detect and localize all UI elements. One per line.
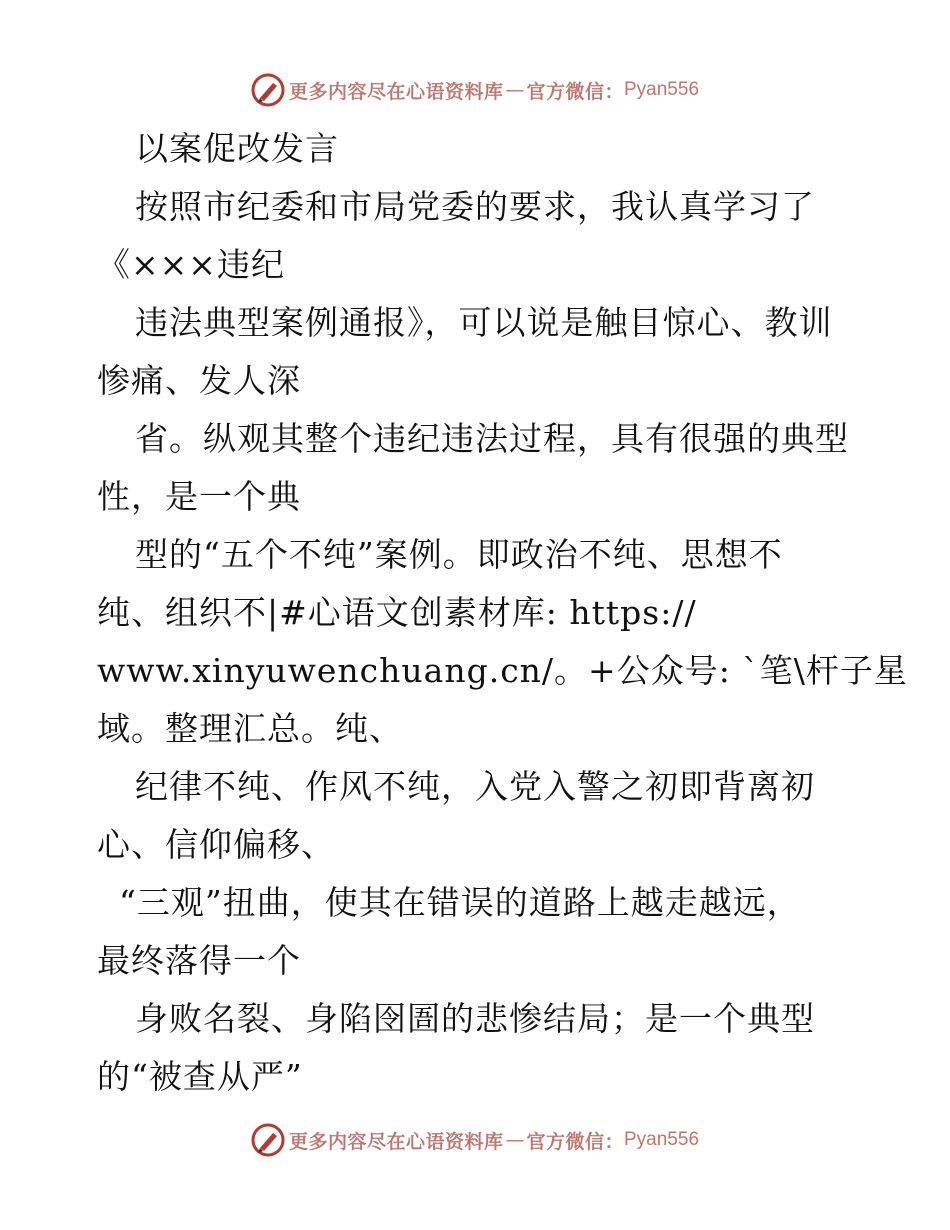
document-body — [97, 120, 908, 1106]
paragraph-line: 的“被查从严” — [97, 1057, 303, 1096]
banner-dash: — — [505, 1129, 525, 1151]
paragraph-line: 性，是一个典 — [97, 477, 301, 516]
header-banner — [0, 70, 950, 110]
paragraph-line: 纪律不纯、作风不纯，入党入警之初即背离初 — [135, 767, 815, 806]
paragraph-line: 纯、组织不|#心语文创素材库: https:// — [97, 593, 697, 632]
paragraph-line: 最终落得一个 — [97, 941, 301, 980]
pen-logo-icon — [251, 1123, 285, 1157]
document-title: 以案促改发言 — [135, 129, 339, 168]
paragraph-line: 省。纵观其整个违纪违法过程，具有很强的典型 — [135, 419, 849, 458]
paragraph-line: 型的“五个不纯”案例。即政治不纯、思想不 — [135, 535, 783, 574]
paragraph-line: 身败名裂、身陷囹圄的悲惨结局；是一个典型 — [135, 999, 815, 1038]
paragraph-line: 违法典型案例通报》，可以说是触目惊心、教训 — [135, 303, 833, 342]
banner-wechat-id: Pyan556 — [624, 79, 700, 100]
paragraph-line: www.xinyuwenchuang.cn/。+公众号: `笔\杆子星 — [97, 651, 908, 690]
banner-wechat-label: 官方微信： — [526, 1130, 624, 1153]
paragraph-line: “三观”扭曲，使其在错误的道路上越走越远， — [119, 883, 801, 922]
banner-wechat-id: Pyan556 — [624, 1129, 700, 1150]
paragraph-line: 按照市纪委和市局党委的要求，我认真学习了 — [135, 187, 815, 226]
paragraph-line: 心、信仰偏移、 — [97, 825, 335, 864]
pen-logo-icon — [251, 73, 285, 107]
paragraph-line: 《×××违纪 — [97, 245, 285, 284]
banner-main-text: 更多内容尽在心语资料库 — [288, 1130, 504, 1153]
paragraph-line: 惨痛、发人深 — [97, 361, 301, 400]
footer-banner — [0, 1120, 950, 1160]
banner-main-text: 更多内容尽在心语资料库 — [288, 80, 504, 103]
banner-dash: — — [505, 79, 525, 101]
paragraph-line: 域。整理汇总。纯、 — [97, 709, 403, 748]
banner-wechat-label: 官方微信： — [526, 80, 624, 103]
